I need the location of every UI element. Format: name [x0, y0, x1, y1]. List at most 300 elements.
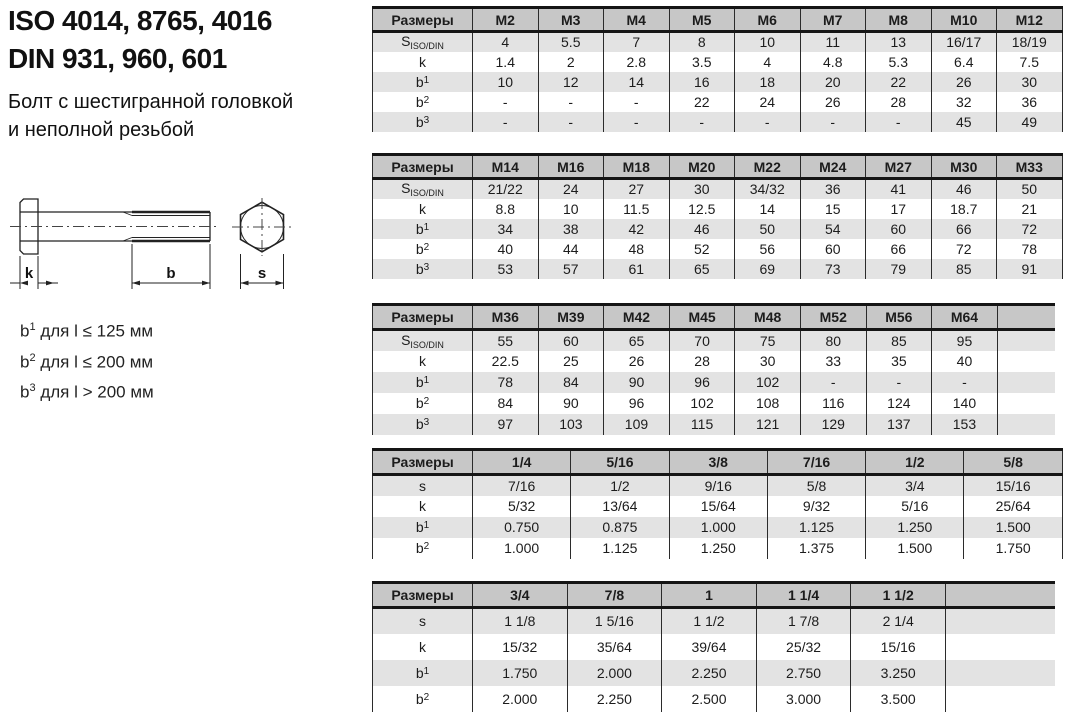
table-cell: 96 — [604, 393, 670, 414]
table-cell: 48 — [604, 239, 670, 259]
row-label — [373, 686, 473, 712]
arrow-s-right — [276, 281, 284, 286]
table-cell: 140 — [932, 393, 998, 414]
table-cell: 84 — [538, 372, 604, 393]
table-cell: - — [800, 112, 866, 132]
table-cell: 25 — [538, 351, 604, 372]
table-cell: 1.500 — [866, 538, 964, 559]
table-cell: 7/16 — [473, 475, 571, 496]
row-label-sub: ISO/DIN — [410, 188, 444, 199]
row-label-base: b — [415, 690, 424, 707]
row-label-base: S — [401, 33, 411, 50]
column-header: M18 — [604, 155, 670, 179]
table-cell: 38 — [538, 219, 604, 239]
table-row — [373, 259, 1063, 279]
dimension-table-4 — [372, 448, 1063, 559]
table-cell: - — [669, 112, 735, 132]
column-header: M39 — [538, 305, 604, 330]
column-header: M3 — [538, 8, 604, 32]
table-cell: 35 — [866, 351, 932, 372]
table-row — [373, 72, 1063, 92]
table-cell: 60 — [538, 330, 604, 351]
table-row — [373, 219, 1063, 239]
table-label-header: Размеры — [373, 583, 473, 608]
row-label-sup: 2 — [423, 541, 430, 552]
table-cell: 91 — [997, 259, 1063, 279]
column-header: M24 — [800, 155, 866, 179]
table-cell: 1.250 — [669, 538, 767, 559]
table-cell: 0.875 — [571, 517, 669, 538]
row-label-base: b — [415, 416, 424, 432]
column-header: M8 — [866, 8, 932, 32]
row-label-base: s — [419, 613, 426, 630]
table-cell: 1 5/16 — [567, 608, 662, 634]
row-label-base: k — [419, 200, 426, 217]
row-label-base: b — [415, 113, 424, 130]
table-cell: 1.500 — [964, 517, 1062, 538]
table-cell: 44 — [538, 239, 604, 259]
table-cell: 27 — [604, 179, 670, 199]
arrow-b-left — [132, 281, 140, 286]
note-b1: $b^1$ для l ≤ 125 мм — [20, 321, 154, 341]
arrow-s-left — [241, 281, 249, 286]
table-cell: 2.250 — [662, 660, 757, 686]
table-cell: 66 — [931, 219, 997, 239]
dim-label-k: k — [24, 265, 34, 282]
table-cell: 40 — [473, 239, 539, 259]
column-header: 1/4 — [473, 450, 571, 475]
table-cell: 3.500 — [851, 686, 946, 712]
table-cell: 90 — [538, 393, 604, 414]
table-row — [373, 112, 1063, 132]
row-label-sup: 2 — [423, 396, 430, 407]
row-label-sup: 1 — [423, 665, 430, 677]
table-cell: - — [866, 372, 932, 393]
table-cell: 28 — [669, 351, 735, 372]
table-cell: 61 — [604, 259, 670, 279]
table-cell: 5.3 — [866, 52, 932, 72]
table-row — [373, 372, 1056, 393]
column-header: M22 — [735, 155, 801, 179]
table-row — [373, 92, 1063, 112]
table-cell: 8 — [669, 32, 735, 52]
table-cell: - — [604, 112, 670, 132]
empty-cell — [945, 660, 1055, 686]
table-row — [373, 538, 1063, 559]
table-cell: 12 — [538, 72, 604, 92]
table-row — [373, 414, 1056, 435]
row-label — [373, 259, 473, 279]
row-label-base: b — [415, 260, 424, 277]
row-label — [373, 660, 473, 686]
table-cell: 85 — [866, 330, 932, 351]
table-cell: 129 — [800, 414, 866, 435]
table-cell: 1.750 — [964, 538, 1062, 559]
table-cell: 18/19 — [997, 32, 1063, 52]
column-header: M6 — [735, 8, 801, 32]
table-cell: 25/64 — [964, 496, 1062, 517]
table-cell: - — [866, 112, 932, 132]
table-cell: 1 1/2 — [662, 608, 757, 634]
table-cell: 53 — [473, 259, 539, 279]
table-row — [373, 517, 1063, 538]
table-cell: 15/16 — [851, 634, 946, 660]
table-cell: 2 — [538, 52, 604, 72]
table-cell: 69 — [735, 259, 801, 279]
table-row — [373, 351, 1056, 372]
table-cell: 33 — [800, 351, 866, 372]
row-label-sup: 1 — [423, 520, 430, 531]
table-cell: 30 — [669, 179, 735, 199]
table-row — [373, 686, 1056, 712]
table-label-header: Размеры — [373, 8, 473, 32]
table-cell: 7 — [604, 32, 670, 52]
column-header: 3/4 — [473, 583, 568, 608]
table-cell: 46 — [669, 219, 735, 239]
bolt-drawing — [10, 185, 310, 310]
row-label — [373, 517, 473, 538]
table-cell: - — [800, 372, 866, 393]
table-cell: - — [735, 112, 801, 132]
column-header: 5/16 — [571, 450, 669, 475]
column-header: M30 — [931, 155, 997, 179]
table-cell: 55 — [473, 330, 539, 351]
table-cell: 49 — [997, 112, 1063, 132]
row-label — [373, 414, 473, 435]
table-cell: 3.000 — [756, 686, 851, 712]
subtitle-line-2: и неполной резьбой — [8, 119, 195, 141]
column-header: 7/16 — [767, 450, 865, 475]
column-header: M10 — [931, 8, 997, 32]
table-cell: 9/32 — [767, 496, 865, 517]
table-cell: 124 — [866, 393, 932, 414]
table-row — [373, 393, 1056, 414]
table-cell: 95 — [932, 330, 998, 351]
table-cell: 40 — [932, 351, 998, 372]
column-header: M45 — [669, 305, 735, 330]
dimension-table-3 — [372, 303, 1055, 435]
table-row — [373, 330, 1056, 351]
table-cell: 3/4 — [866, 475, 964, 496]
row-label-base: k — [419, 498, 426, 514]
column-header: 1 1/4 — [756, 583, 851, 608]
table-cell: 30 — [735, 351, 801, 372]
table-label-header: Размеры — [373, 450, 473, 475]
table-cell: 109 — [604, 414, 670, 435]
row-label — [373, 239, 473, 259]
table-cell: 2.250 — [567, 686, 662, 712]
row-label-sup: 3 — [423, 417, 430, 428]
table-cell: 10 — [538, 199, 604, 219]
table-cell: 13/64 — [571, 496, 669, 517]
table-cell: 9/16 — [669, 475, 767, 496]
row-label-base: b — [415, 73, 424, 90]
table-cell: 65 — [669, 259, 735, 279]
table-cell: 56 — [735, 239, 801, 259]
row-label — [373, 475, 473, 496]
dim-label-b: b — [166, 265, 176, 282]
table-cell: 18.7 — [931, 199, 997, 219]
table-cell: 137 — [866, 414, 932, 435]
table-cell: 75 — [735, 330, 801, 351]
row-label-base: S — [401, 331, 411, 348]
table-cell: 7.5 — [997, 52, 1063, 72]
column-header: M64 — [932, 305, 998, 330]
table-cell: 36 — [997, 92, 1063, 112]
table-cell: 1.375 — [767, 538, 865, 559]
column-header: 3/8 — [669, 450, 767, 475]
table-cell: 97 — [473, 414, 539, 435]
table-cell: 1 1/8 — [473, 608, 568, 634]
table-row — [373, 179, 1063, 199]
table-cell: 85 — [931, 259, 997, 279]
row-label-base: b — [415, 540, 424, 556]
table-cell: 21 — [997, 199, 1063, 219]
table-cell: 30 — [997, 72, 1063, 92]
table-cell: 5.5 — [538, 32, 604, 52]
table-cell: 35/64 — [567, 634, 662, 660]
table-cell: 1/2 — [571, 475, 669, 496]
empty-column-header — [997, 305, 1055, 330]
table-cell: 16/17 — [931, 32, 997, 52]
table-cell: 5/8 — [767, 475, 865, 496]
empty-cell — [945, 608, 1055, 634]
row-label — [373, 199, 473, 219]
table-cell: 11.5 — [604, 199, 670, 219]
table-cell: 10 — [473, 72, 539, 92]
table-cell: 20 — [800, 72, 866, 92]
table-row — [373, 496, 1063, 517]
table-cell: 1.125 — [571, 538, 669, 559]
table-cell: 2.8 — [604, 52, 670, 72]
row-label — [373, 372, 473, 393]
table-cell: - — [604, 92, 670, 112]
table-cell: 22 — [866, 72, 932, 92]
table-row — [373, 239, 1063, 259]
table-cell: 60 — [800, 239, 866, 259]
table-cell: 50 — [735, 219, 801, 239]
table-cell: 22.5 — [473, 351, 539, 372]
dimension-table-5 — [372, 581, 1055, 712]
table-label-header: Размеры — [373, 305, 473, 330]
table-cell: 72 — [997, 219, 1063, 239]
table-cell: 121 — [735, 414, 801, 435]
table-cell: 34/32 — [735, 179, 801, 199]
column-header: M7 — [800, 8, 866, 32]
table-row — [373, 608, 1056, 634]
note-b2: $b^2$ для l ≤ 200 мм — [20, 351, 154, 372]
iso-title: ISO 4014, 8765, 4016 — [8, 5, 272, 36]
table-cell: 1 7/8 — [756, 608, 851, 634]
table-row — [373, 634, 1056, 660]
table-cell: 26 — [604, 351, 670, 372]
table-cell: 15 — [800, 199, 866, 219]
table-cell: 84 — [473, 393, 539, 414]
column-header: M42 — [604, 305, 670, 330]
table-cell: 153 — [932, 414, 998, 435]
table-cell: 42 — [604, 219, 670, 239]
empty-cell — [997, 330, 1055, 351]
row-label-base: b — [415, 240, 424, 257]
row-label-base: b — [415, 519, 424, 535]
column-header: M16 — [538, 155, 604, 179]
column-header: M4 — [604, 8, 670, 32]
dim-label-s: s — [257, 265, 267, 282]
row-label — [373, 72, 473, 92]
table-cell: 36 — [800, 179, 866, 199]
empty-cell — [997, 393, 1055, 414]
table-cell: 4.8 — [800, 52, 866, 72]
table-cell: 1.125 — [767, 517, 865, 538]
table-label-header: Размеры — [373, 155, 473, 179]
table-cell: 108 — [735, 393, 801, 414]
row-label-base: k — [419, 638, 426, 655]
row-label — [373, 92, 473, 112]
subtitle-line-1: Болт с шестигранной головкой — [8, 91, 294, 113]
column-header: M2 — [473, 8, 539, 32]
row-label-sub: ISO/DIN — [410, 41, 444, 52]
column-header: 7/8 — [567, 583, 662, 608]
table-cell: 24 — [735, 92, 801, 112]
table-cell: 34 — [473, 219, 539, 239]
table-cell: 70 — [669, 330, 735, 351]
column-header: M14 — [473, 155, 539, 179]
row-label — [373, 179, 473, 199]
row-label-base: k — [419, 53, 426, 70]
column-header: M20 — [669, 155, 735, 179]
table-cell: - — [538, 92, 604, 112]
row-label-sup: 1 — [423, 74, 430, 86]
table-cell: 5/16 — [866, 496, 964, 517]
column-header: 1 1/2 — [851, 583, 946, 608]
table-cell: 15/32 — [473, 634, 568, 660]
table-cell: 2.000 — [473, 686, 568, 712]
row-label-sup: 2 — [423, 691, 430, 703]
table-cell: 14 — [604, 72, 670, 92]
table-cell: 15/64 — [669, 496, 767, 517]
table-cell: 32 — [931, 92, 997, 112]
table-cell: 26 — [800, 92, 866, 112]
table-cell: - — [473, 92, 539, 112]
page-title — [8, 2, 272, 78]
row-label-sup: 1 — [423, 221, 430, 233]
table-cell: 103 — [538, 414, 604, 435]
table-cell: 22 — [669, 92, 735, 112]
table-cell: - — [932, 372, 998, 393]
table-cell: 73 — [800, 259, 866, 279]
table-cell: 96 — [669, 372, 735, 393]
column-header: 1 — [662, 583, 757, 608]
arrow-k-right — [46, 281, 54, 286]
row-label-base: b — [415, 395, 424, 411]
column-header: M12 — [997, 8, 1063, 32]
empty-cell — [945, 634, 1055, 660]
table-cell: 2.000 — [567, 660, 662, 686]
table-cell: 13 — [866, 32, 932, 52]
table-cell: - — [538, 112, 604, 132]
table-cell: 1.250 — [866, 517, 964, 538]
table-cell: 4 — [735, 52, 801, 72]
table-cell: 45 — [931, 112, 997, 132]
table-cell: 39/64 — [662, 634, 757, 660]
row-label-sub: ISO/DIN — [410, 339, 444, 350]
column-header: M27 — [866, 155, 932, 179]
footnotes — [20, 314, 154, 406]
table-cell: 1.750 — [473, 660, 568, 686]
row-label-sup: 2 — [423, 241, 430, 253]
table-cell: 2 1/4 — [851, 608, 946, 634]
row-label — [373, 634, 473, 660]
table-cell: 21/22 — [473, 179, 539, 199]
table-row — [373, 52, 1063, 72]
table-cell: 46 — [931, 179, 997, 199]
table-cell: 60 — [866, 219, 932, 239]
table-cell: 6.4 — [931, 52, 997, 72]
table-cell: 116 — [800, 393, 866, 414]
table-cell: 78 — [473, 372, 539, 393]
table-cell: 66 — [866, 239, 932, 259]
table-cell: 57 — [538, 259, 604, 279]
table-cell: 28 — [866, 92, 932, 112]
table-cell: 50 — [997, 179, 1063, 199]
table-cell: 10 — [735, 32, 801, 52]
row-label-sup: 3 — [423, 114, 430, 126]
table-cell: 72 — [931, 239, 997, 259]
row-label — [373, 393, 473, 414]
column-header: M56 — [866, 305, 932, 330]
table-cell: 54 — [800, 219, 866, 239]
table-cell: 79 — [866, 259, 932, 279]
row-label-base: S — [401, 180, 411, 197]
note-b3: $b^3$ для l > 200 мм — [20, 382, 154, 402]
table-cell: 4 — [473, 32, 539, 52]
table-cell: 80 — [800, 330, 866, 351]
column-header: M5 — [669, 8, 735, 32]
column-header: 1/2 — [866, 450, 964, 475]
table-cell: 12.5 — [669, 199, 735, 219]
empty-cell — [997, 372, 1055, 393]
table-cell: 17 — [866, 199, 932, 219]
row-label-sup: 3 — [423, 261, 430, 273]
table-cell: 41 — [866, 179, 932, 199]
row-label — [373, 52, 473, 72]
table-cell: 0.750 — [473, 517, 571, 538]
table-cell: 1.4 — [473, 52, 539, 72]
row-label-sup: 2 — [423, 94, 430, 106]
table-cell: 25/32 — [756, 634, 851, 660]
row-label-base: b — [415, 374, 424, 390]
empty-column-header — [945, 583, 1055, 608]
table-cell: 5/32 — [473, 496, 571, 517]
table-cell: 24 — [538, 179, 604, 199]
table-cell: 78 — [997, 239, 1063, 259]
row-label — [373, 351, 473, 372]
column-header: M33 — [997, 155, 1063, 179]
row-label — [373, 32, 473, 52]
table-cell: 11 — [800, 32, 866, 52]
table-cell: 115 — [669, 414, 735, 435]
table-cell: 14 — [735, 199, 801, 219]
din-title: DIN 931, 960, 601 — [8, 43, 227, 74]
column-header: M48 — [735, 305, 801, 330]
dimension-table-2 — [372, 153, 1063, 279]
row-label — [373, 538, 473, 559]
row-label — [373, 219, 473, 239]
table-cell: 26 — [931, 72, 997, 92]
arrow-b-right — [202, 281, 210, 286]
subtitle — [8, 88, 293, 144]
table-cell: 2.500 — [662, 686, 757, 712]
